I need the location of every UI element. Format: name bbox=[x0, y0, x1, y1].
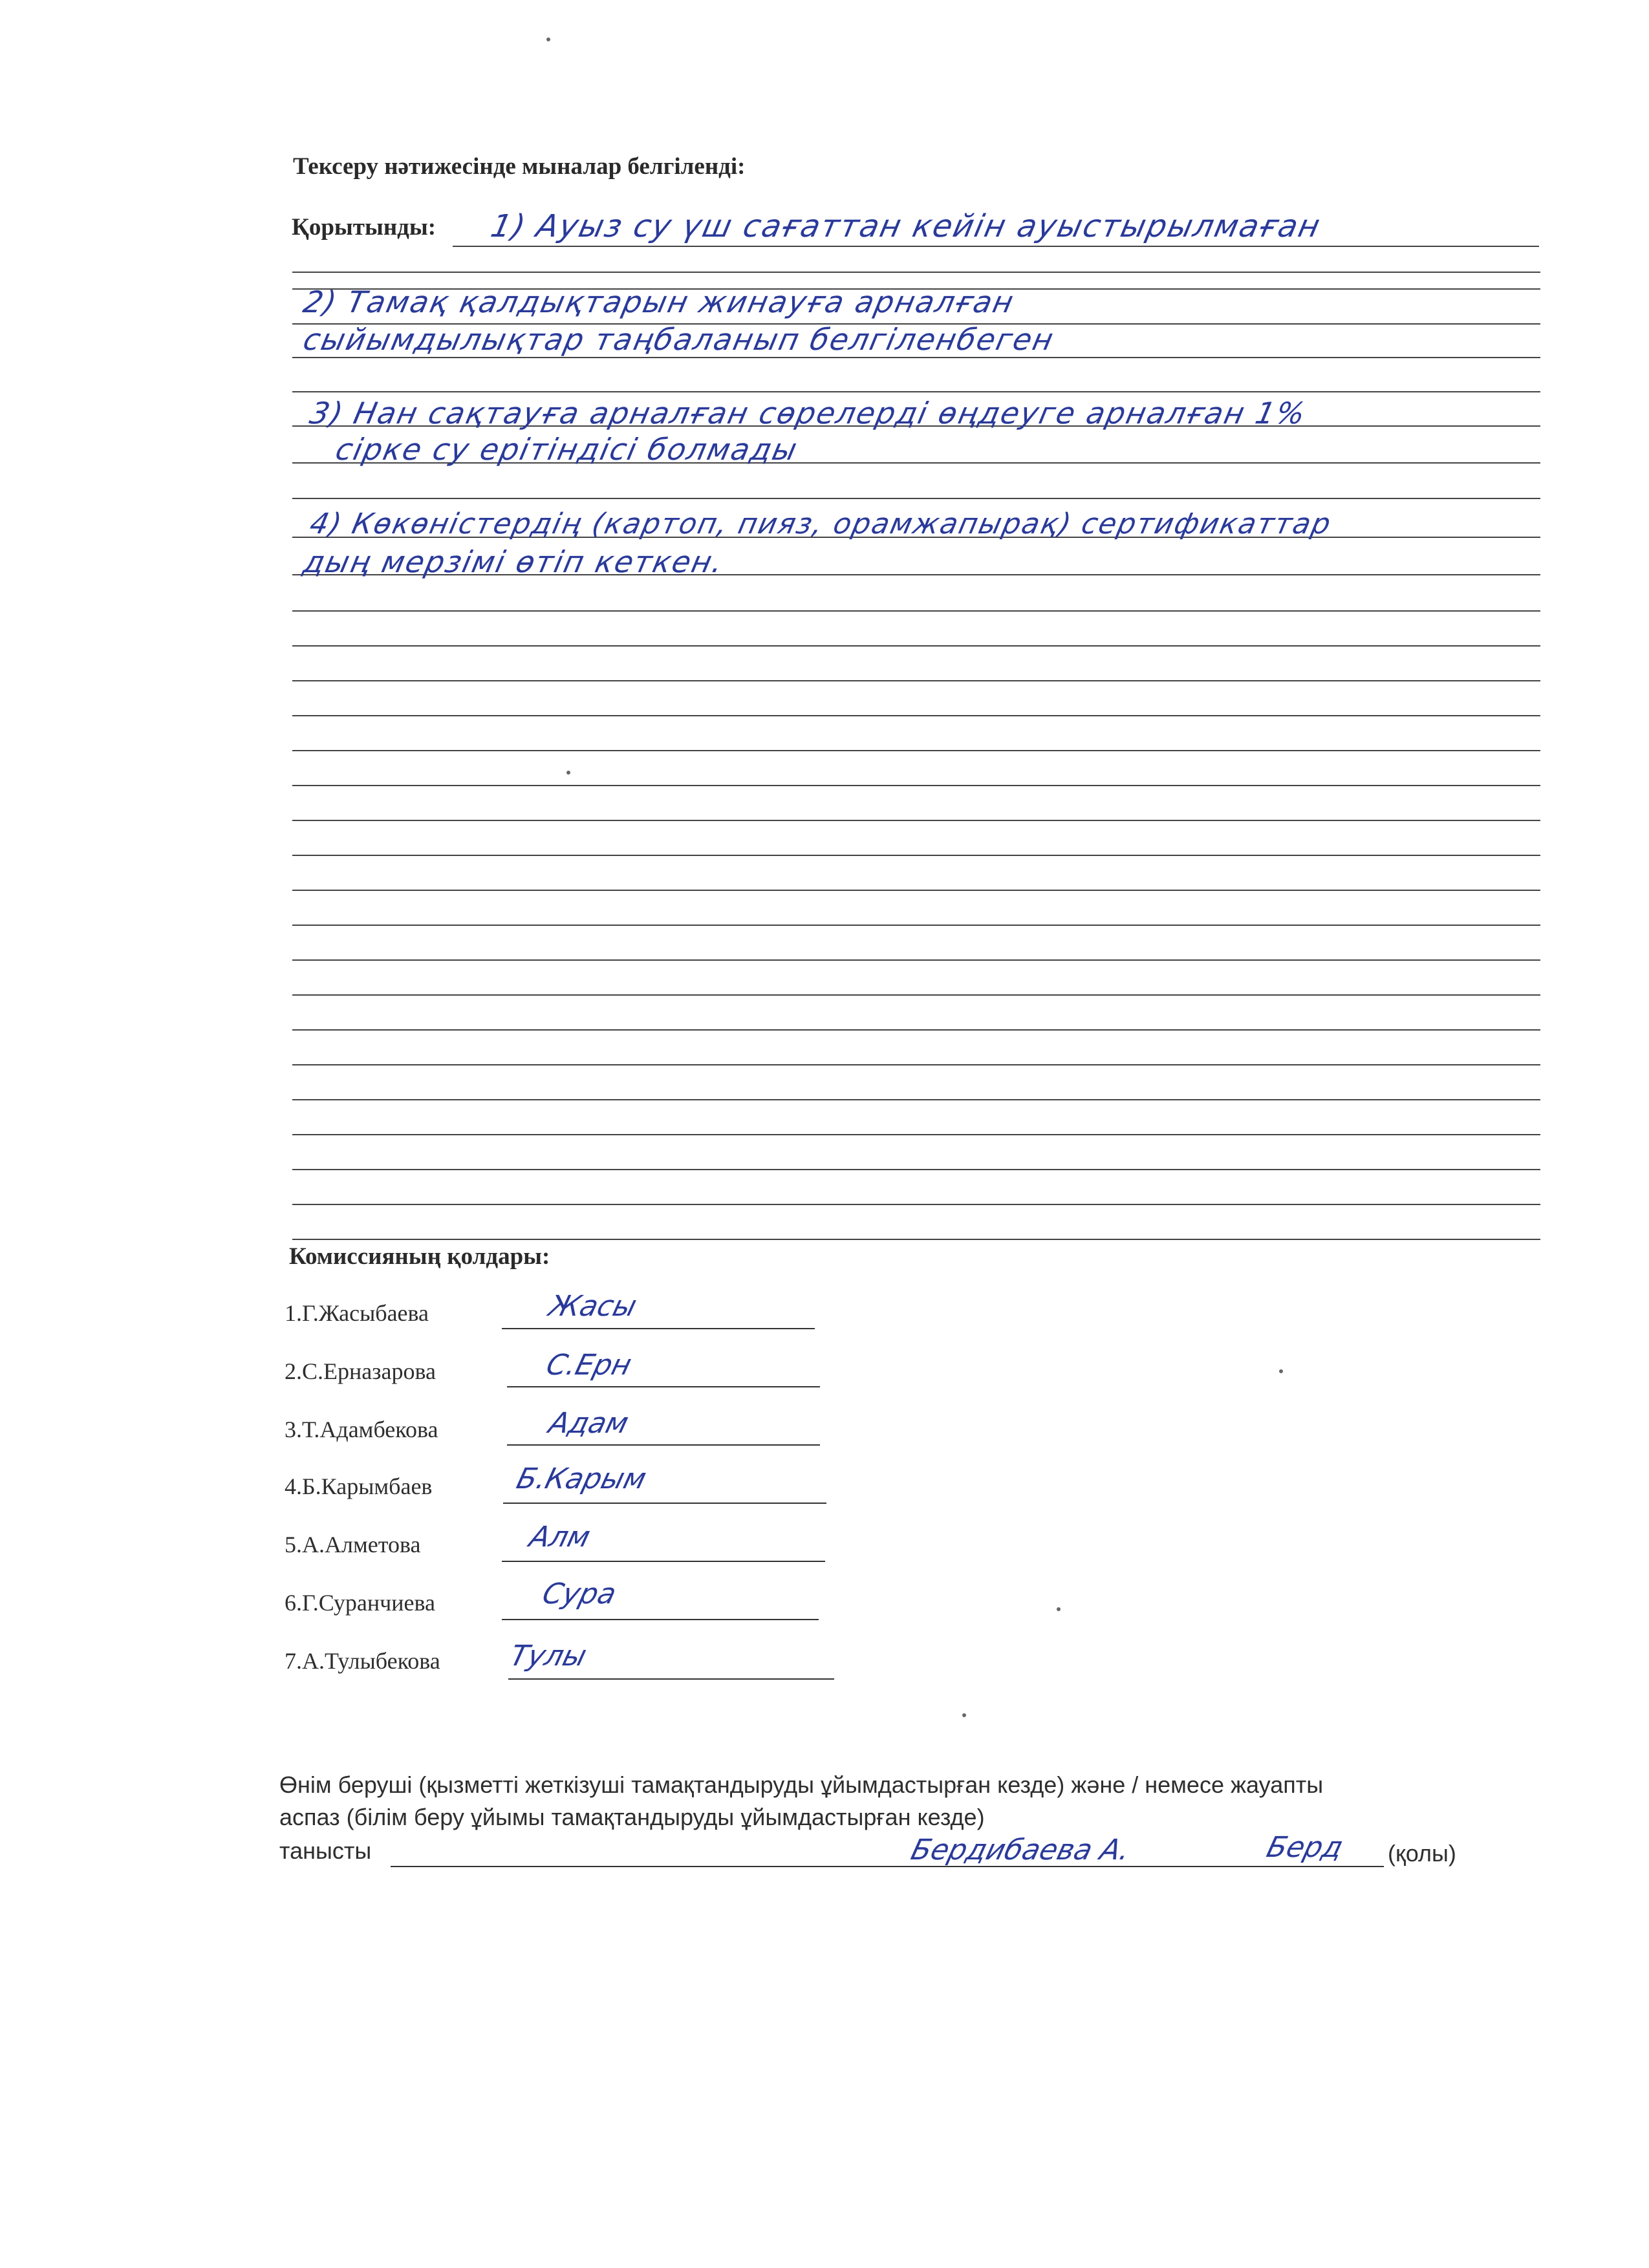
commission-member-name: 5.А.Алметова bbox=[285, 1532, 421, 1557]
ruled-line bbox=[292, 925, 1540, 926]
supplier-acknowledgement-text-continued: аспаз (білім беру ұйымы тамақтандыруды ұйымдастырған кезде) bbox=[279, 1804, 985, 1830]
ruled-line bbox=[292, 855, 1540, 856]
finding-1-line: 1) Ауыз су үш сағаттан кейін ауыстырылмаған bbox=[488, 208, 1324, 244]
ruled-line bbox=[292, 715, 1540, 716]
responsible-cook-name: Бердибаева А. bbox=[907, 1834, 1134, 1867]
member-signature: Адам bbox=[545, 1407, 632, 1440]
ruled-line bbox=[292, 357, 1540, 358]
finding-2-line: 2) Тамақ қалдықтарын жинауға арналған bbox=[300, 284, 1018, 319]
member-signature: Тулы bbox=[506, 1640, 590, 1673]
acquainted-line bbox=[391, 1866, 1384, 1867]
acquainted-label: танысты bbox=[279, 1837, 372, 1864]
scan-speck bbox=[546, 37, 550, 41]
commission-member-name: 4.Б.Карымбаев bbox=[285, 1473, 433, 1499]
member-signature: Жасы bbox=[545, 1290, 640, 1323]
member-signature: С.Ерн bbox=[543, 1349, 635, 1382]
finding-3-continuation: сірке су ерітіндісі болмады bbox=[332, 432, 802, 467]
member-signature: Сура bbox=[539, 1578, 620, 1610]
conclusion-label: Қорытынды: bbox=[292, 214, 436, 241]
ruled-line bbox=[292, 1134, 1540, 1135]
finding-4-line: 4) Көкөністердің (картоп, пияз, орамжапырақ) сертификаттар bbox=[307, 508, 1335, 540]
ruled-line bbox=[292, 959, 1540, 961]
member-signature: Б.Карым bbox=[513, 1462, 650, 1495]
commission-member-name: 6.Г.Суранчиева bbox=[285, 1590, 435, 1616]
signature-caption: (қолы) bbox=[1388, 1840, 1456, 1867]
ruled-line bbox=[292, 498, 1540, 499]
responsible-cook-signature: Берд bbox=[1263, 1831, 1346, 1864]
ruled-line bbox=[292, 1204, 1540, 1205]
signature-line bbox=[507, 1386, 820, 1387]
scan-speck bbox=[1279, 1369, 1283, 1373]
commission-member-name: 3.Т.Адамбекова bbox=[285, 1417, 438, 1442]
ruled-line bbox=[292, 680, 1540, 681]
ruled-line bbox=[453, 246, 1539, 247]
supplier-acknowledgement-text: Өнім беруші (қызметті жеткізуші тамақтандыруды ұйымдастырған кезде) және / немесе жауапты bbox=[279, 1771, 1324, 1798]
finding-3-line: 3) Нан сақтауға арналған сөрелерді өңдеуге арналған 1% bbox=[307, 396, 1310, 431]
page-heading: Тексеру нәтижесінде мыналар белгіленді: bbox=[293, 153, 746, 180]
ruled-line bbox=[292, 820, 1540, 821]
ruled-line bbox=[292, 610, 1540, 612]
commission-member-name: 1.Г.Жасыбаева bbox=[285, 1300, 429, 1326]
member-signature: Алм bbox=[526, 1521, 594, 1554]
ruled-line bbox=[292, 272, 1540, 273]
signature-line bbox=[508, 1678, 834, 1680]
signature-line bbox=[502, 1328, 815, 1329]
ruled-line bbox=[292, 391, 1540, 392]
scan-speck bbox=[962, 1713, 966, 1717]
finding-2-continuation: сыйымдылықтар таңбаланып белгіленбеген bbox=[300, 322, 1058, 357]
ruled-line bbox=[292, 645, 1540, 647]
commission-member-name: 7.А.Тулыбекова bbox=[285, 1648, 440, 1674]
ruled-line bbox=[292, 1064, 1540, 1065]
ruled-line bbox=[292, 1099, 1540, 1100]
finding-4-continuation: дың мерзімі өтіп кеткен. bbox=[300, 544, 727, 579]
signature-line bbox=[502, 1561, 825, 1562]
commission-member-name: 2.С.Ерназарова bbox=[285, 1358, 436, 1384]
signature-line bbox=[502, 1619, 819, 1620]
ruled-line bbox=[292, 785, 1540, 786]
signature-line bbox=[503, 1503, 826, 1504]
scan-speck bbox=[566, 771, 570, 775]
scan-speck bbox=[1057, 1607, 1061, 1611]
ruled-line bbox=[292, 890, 1540, 891]
signature-line bbox=[507, 1444, 820, 1446]
ruled-line bbox=[292, 1169, 1540, 1170]
commission-signatures-label: Комиссияның қолдары: bbox=[289, 1243, 550, 1270]
ruled-line bbox=[292, 994, 1540, 996]
ruled-line bbox=[292, 1029, 1540, 1031]
ruled-line bbox=[292, 1239, 1540, 1240]
ruled-line bbox=[292, 750, 1540, 751]
